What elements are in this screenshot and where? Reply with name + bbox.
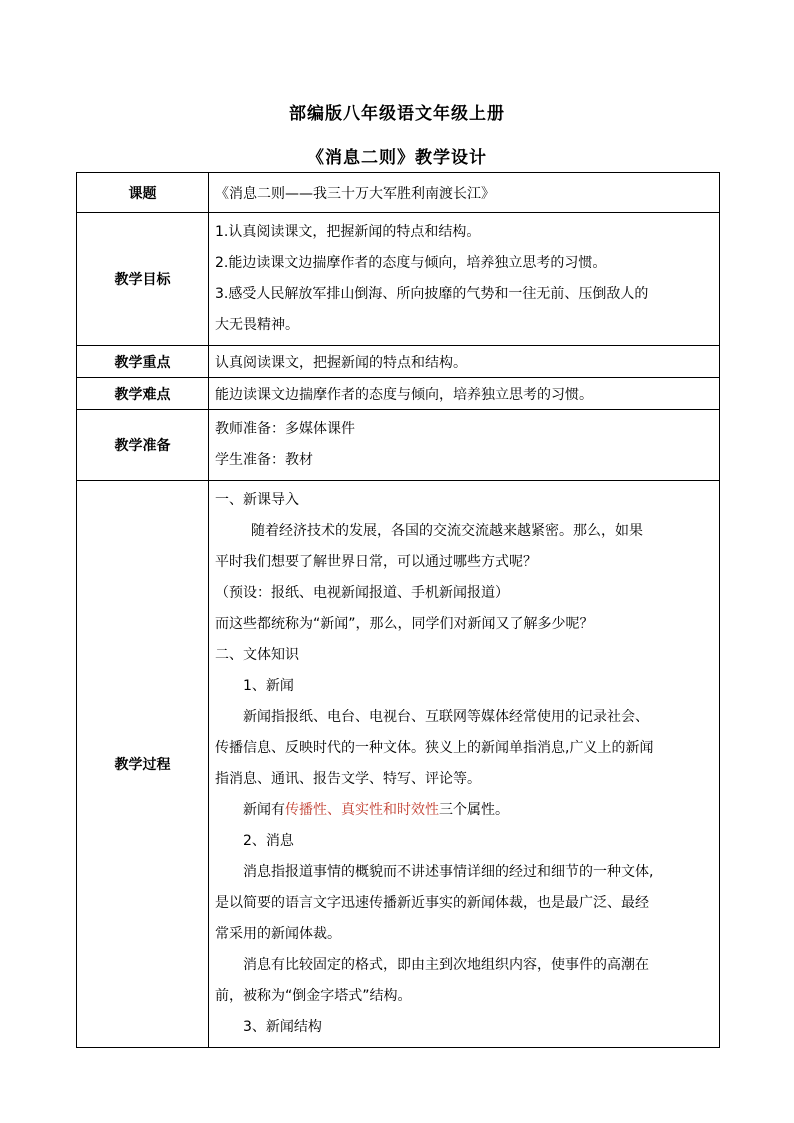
- goal-item: 1.认真阅读课文，把握新闻的特点和结构。: [215, 224, 481, 240]
- paragraph-line: 而这些都统称为“新闻”，那么，同学们对新闻又了解多少呢？: [215, 616, 594, 632]
- topic-label: 课题: [77, 173, 209, 213]
- paragraph-line: 消息指报道事情的概貌而不讲述事情详细的经过和细节的一种文体,: [243, 864, 654, 880]
- paragraph-line: [215, 795, 715, 826]
- paragraph-line: 新闻指报纸、电台、电视台、互联网等媒体经常使用的记录社会、: [243, 709, 649, 725]
- focus-row: [77, 346, 720, 378]
- difficulty-label: 教学难点: [77, 378, 209, 410]
- prep-cell: [209, 410, 720, 481]
- lesson-plan-table: [76, 172, 720, 1048]
- paragraph-line: 传播信息、反映时代的一种文体。狭义上的新闻单指消息,广义上的新闻: [215, 740, 654, 756]
- difficulty-row: [77, 378, 720, 410]
- paragraph-line: 是以简要的语言文字迅速传播新近事实的新闻体裁，也是最广泛、最经: [215, 895, 649, 911]
- process-label: 教学过程: [77, 481, 209, 1048]
- topic-row: [77, 173, 720, 213]
- goals-label: 教学目标: [77, 213, 209, 346]
- text-segment: 新闻有: [243, 802, 285, 818]
- text-segment: 三个属性。: [439, 802, 509, 818]
- subsection-heading: 2、消息: [243, 833, 294, 849]
- prep-row: [77, 410, 720, 481]
- paragraph-line: 平时我们想要了解世界日常，可以通过哪些方式呢？: [215, 554, 537, 570]
- prep-label: 教学准备: [77, 410, 209, 481]
- paragraph-line: 常采用的新闻体裁。: [215, 926, 341, 942]
- goal-item: 大无畏精神。: [215, 317, 299, 333]
- difficulty-value: 能边读课文边揣摩作者的态度与倾向，培养独立思考的习惯。: [209, 378, 720, 410]
- goal-item: 2.能边读课文边揣摩作者的态度与倾向，培养独立思考的习惯。: [215, 255, 607, 271]
- paragraph-line: （预设：报纸、电视新闻报道、手机新闻报道）: [215, 585, 509, 601]
- process-cell: [209, 481, 720, 1048]
- paragraph-line: 前，被称为“倒金字塔式”结构。: [215, 988, 412, 1004]
- prep-item: 学生准备：教材: [215, 452, 313, 468]
- paragraph-line: 消息有比较固定的格式，即由主到次地组织内容，使事件的高潮在: [243, 957, 649, 973]
- subsection-heading: 1、新闻: [243, 678, 294, 694]
- goals-row: [77, 213, 720, 346]
- document-subtitle: 《消息二则》教学设计: [307, 148, 487, 168]
- document-title: 部编版八年级语文年级上册: [289, 104, 505, 124]
- prep-item: 教师准备：多媒体课件: [215, 421, 355, 437]
- process-row: [77, 481, 720, 1048]
- subsection-heading: 3、新闻结构: [243, 1019, 322, 1035]
- focus-value: 认真阅读课文，把握新闻的特点和结构。: [209, 346, 720, 378]
- focus-label: 教学重点: [77, 346, 209, 378]
- highlighted-text: 传播性、真实性和时效性: [285, 802, 439, 818]
- paragraph-line: 随着经济技术的发展，各国的交流交流越来越紧密。那么，如果: [251, 523, 643, 539]
- section-heading: 二、文体知识: [215, 647, 299, 663]
- section-heading: 一、新课导入: [215, 492, 299, 508]
- goals-cell: [209, 213, 720, 346]
- paragraph-line: 指消息、通讯、报告文学、特写、评论等。: [215, 771, 481, 787]
- goal-item: 3.感受人民解放军排山倒海、所向披靡的气势和一往无前、压倒敌人的: [215, 286, 649, 302]
- topic-value: 《消息二则——我三十万大军胜利南渡长江》: [209, 173, 720, 213]
